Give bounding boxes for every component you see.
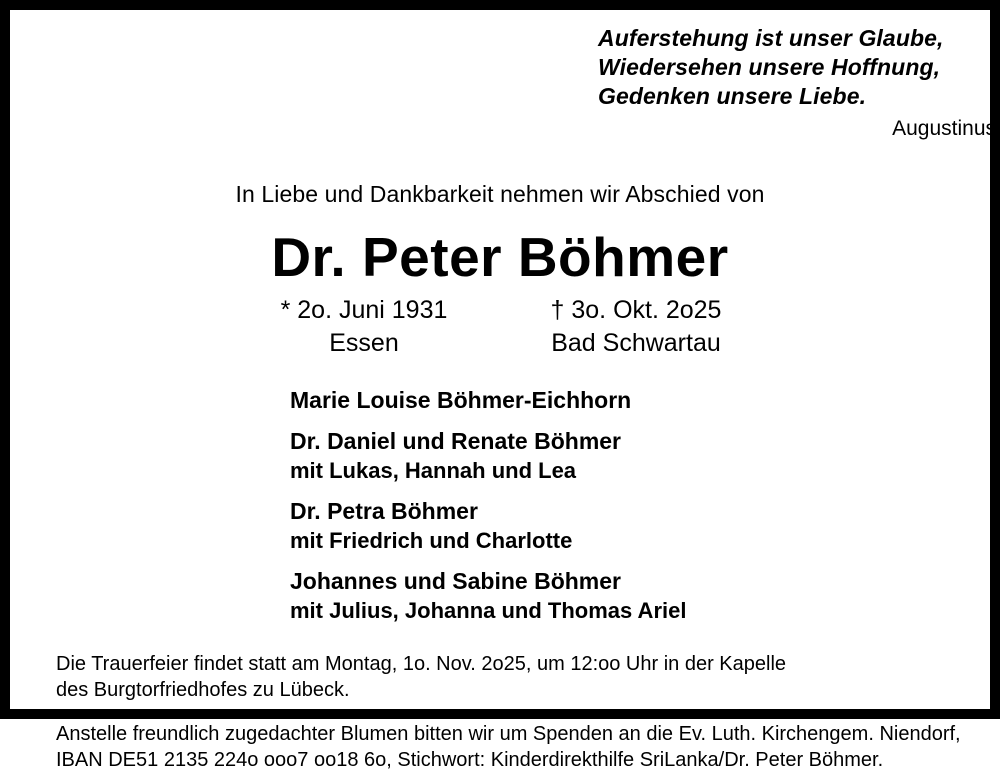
family-member-main: Dr. Petra Böhmer	[290, 498, 478, 524]
donation-note-line-2: IBAN DE51 2135 224o ooo7 oo18 6o, Stichwort: Kinderdirekthilfe SriLanka/Dr. Peter Böhmer.	[56, 749, 884, 771]
dates-block	[38, 294, 962, 360]
family-group	[290, 427, 962, 485]
funeral-note-line-2: des Burgtorfriedhofes zu Lübeck.	[56, 679, 350, 701]
birth-place: Essen	[329, 329, 399, 357]
family-member-sub: mit Friedrich und Charlotte	[290, 528, 573, 553]
epitaph-line-3: Gedenken unsere Liebe.	[598, 83, 867, 109]
epitaph-line-1: Auferstehung ist unser Glaube,	[598, 25, 944, 51]
family-list	[38, 386, 962, 625]
family-group	[290, 497, 962, 555]
birth-date: * 2o. Juni 1931	[280, 296, 448, 324]
donation-note	[56, 721, 962, 773]
dates-row-dates	[38, 294, 962, 327]
epitaph-block	[598, 24, 998, 143]
epitaph-line-2: Wiedersehen unsere Hoffnung,	[598, 54, 941, 80]
family-member-main: Johannes und Sabine Böhmer	[290, 568, 621, 594]
family-member-sub: mit Lukas, Hannah und Lea	[290, 458, 577, 483]
death-place: Bad Schwartau	[551, 329, 721, 357]
family-group	[290, 386, 962, 415]
notes-block	[38, 651, 962, 773]
deceased-name: Dr. Peter Böhmer	[271, 226, 729, 288]
obituary-inner	[10, 10, 996, 771]
family-member-sub: mit Julius, Johanna und Thomas Ariel	[290, 598, 687, 623]
family-group	[290, 567, 962, 625]
family-member-main: Marie Louise Böhmer-Eichhorn	[290, 387, 632, 413]
family-member-main: Dr. Daniel und Renate Böhmer	[290, 428, 622, 454]
dates-row-places	[38, 327, 962, 360]
funeral-note-line-1: Die Trauerfeier findet statt am Montag, 1o. Nov. 2o25, um 12:oo Uhr in der Kapelle	[56, 653, 787, 675]
donation-note-line-1: Anstelle freundlich zugedachter Blumen bitten wir um Spenden an die Ev. Luth. Kirchengem. Niendorf,	[56, 723, 961, 745]
intro-text: In Liebe und Dankbarkeit nehmen wir Abschied von	[235, 181, 765, 207]
death-date: † 3o. Okt. 2o25	[550, 296, 722, 324]
epitaph-author: Augustinus	[892, 117, 996, 140]
funeral-note	[56, 651, 962, 703]
